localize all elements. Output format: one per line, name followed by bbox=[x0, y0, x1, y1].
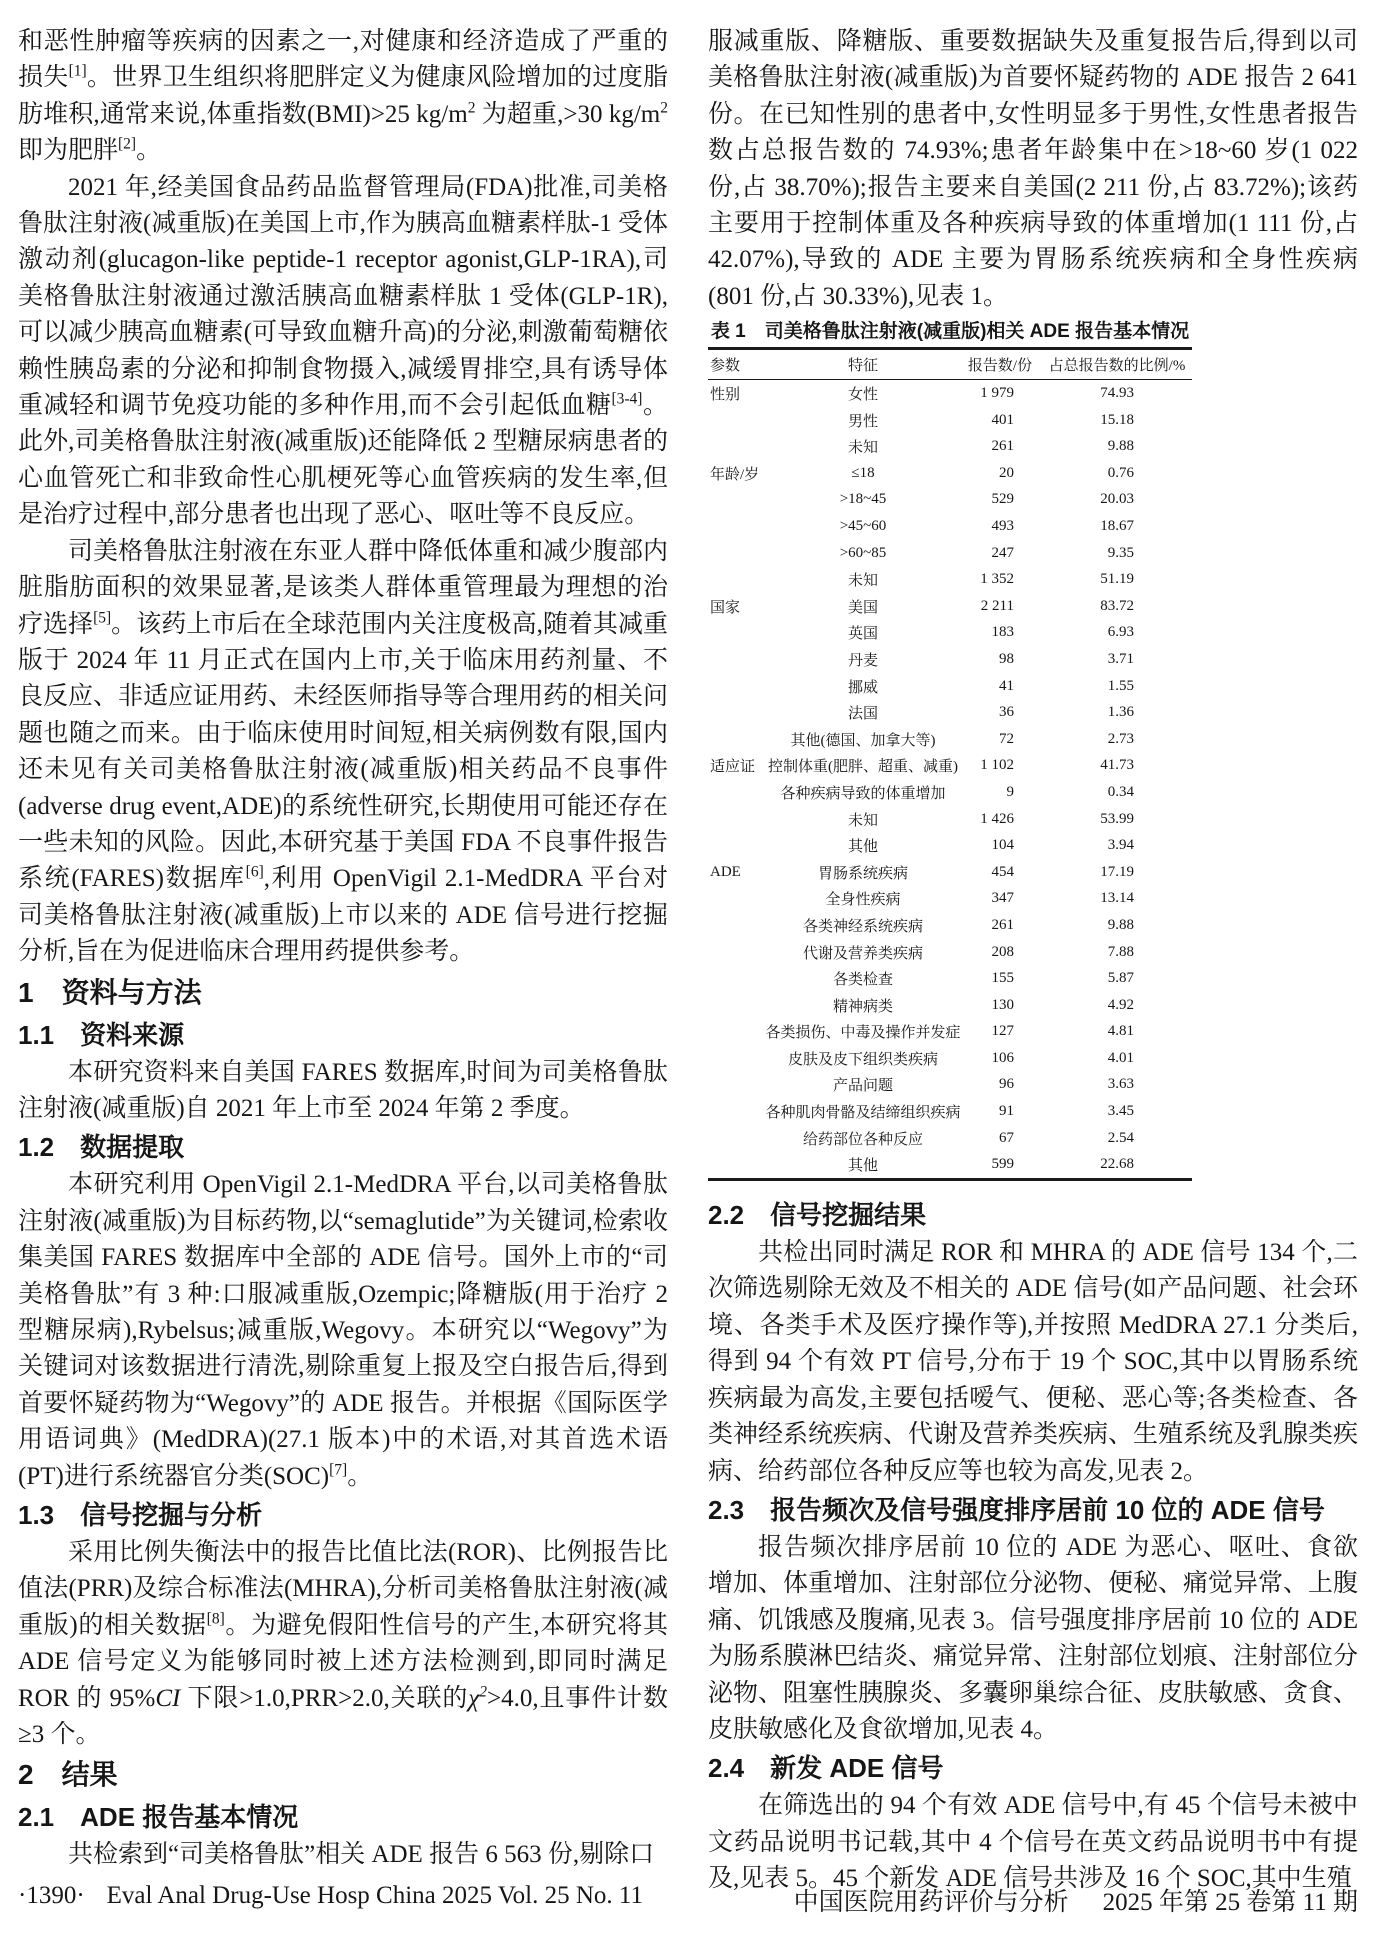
table-cell: 1 979 bbox=[980, 385, 1014, 402]
table-cell: 127 bbox=[991, 1023, 1014, 1040]
table-cell: 3.63 bbox=[1107, 1076, 1134, 1093]
table-grid bbox=[708, 347, 1192, 1181]
table-row bbox=[708, 859, 1192, 886]
text-segment: 2021 年,经美国食品药品监督管理局(FDA)批准,司美格鲁肽注射液(减重版)在美国上市,作为胰高血糖素样肽-1 受体激动剂(glucagon-like peptide-1 receptor agonist,GLP-1RA),司美格鲁肽注射液通过激活胰高血糖素样肽 1 受体(GLP-1R),可以减少胰高血糖素(可导致血糖升高)的分泌,刺激葡萄糖依赖性胰岛素的分泌和抑制食物摄入,减缓胃排空,具有诱导体重减轻和调节免疫功能的多种作用,而不会引起低血糖 bbox=[18, 173, 668, 420]
table-cell: 1.55 bbox=[1107, 677, 1134, 694]
table-row bbox=[708, 886, 1192, 913]
table-cell: 未知 bbox=[847, 573, 878, 590]
table-cell: 2.73 bbox=[1107, 730, 1134, 747]
table-cell: 9.35 bbox=[1107, 544, 1134, 561]
reference-superscript: [2] bbox=[118, 135, 137, 153]
table-cell: 2.54 bbox=[1107, 1129, 1134, 1146]
table-cell: 全身性疾病 bbox=[825, 892, 901, 909]
subsection-heading: 2.3 报告频次及信号强度排序居前 10 位的 ADE 信号 bbox=[708, 1494, 1325, 1525]
text-segment: 为超重,>30 kg/m bbox=[475, 100, 661, 128]
table-cell: 未知 bbox=[847, 812, 878, 829]
table-cell: 其他(德国、加拿大等) bbox=[790, 732, 936, 749]
table-cell: 法国 bbox=[847, 706, 878, 723]
table-header-cell: 占总报告数的比例/% bbox=[1048, 358, 1186, 375]
text-segment: 采用比例失衡法中的报告比值比法(ROR)、比例报告比值法(PRR)及综合标准法(MHRA),分析司美格鲁肽注射液(减重版)的相关数据 bbox=[18, 1539, 668, 1639]
left-column bbox=[18, 24, 668, 1874]
table-row bbox=[708, 699, 1192, 726]
table-cell: 年龄/岁 bbox=[710, 466, 760, 483]
table-cell: 130 bbox=[991, 996, 1014, 1013]
table-cell: 104 bbox=[991, 837, 1014, 854]
table-row bbox=[708, 806, 1192, 833]
subsection-heading: 1.3 信号挖掘与分析 bbox=[18, 1500, 263, 1531]
table-row bbox=[708, 779, 1192, 806]
table-row bbox=[708, 832, 1192, 859]
table-cell: 183 bbox=[991, 624, 1014, 641]
table-cell: 代谢及营养类疾病 bbox=[802, 945, 923, 962]
table-row bbox=[708, 673, 1192, 700]
text-segment: CI bbox=[155, 1684, 181, 1712]
paragraph bbox=[18, 1837, 668, 1873]
table-cell: 247 bbox=[991, 544, 1014, 561]
table-cell: >45~60 bbox=[839, 518, 887, 535]
table-cell: 产品问题 bbox=[832, 1078, 893, 1095]
section-heading: 1 资料与方法 bbox=[18, 976, 202, 1008]
table-row bbox=[708, 646, 1192, 673]
subsection-heading: 1.2 数据提取 bbox=[18, 1132, 185, 1163]
text-segment: 下限>1.0,PRR>2.0,关联的 bbox=[180, 1684, 469, 1712]
table-row bbox=[708, 1125, 1192, 1152]
reference-superscript: 2 bbox=[660, 99, 668, 117]
table-cell: ≤18 bbox=[851, 464, 875, 481]
text-segment: 本研究利用 OpenVigil 2.1-MedDRA 平台,以司美格鲁肽注射液(减重版)为目标药物,以“semaglutide”为关键词,检索收集美国 FARES 数据库中全部的 ADE 信号。国外上市的“司美格鲁肽”有 3 种:口服减重版,Ozempic;降糖版(用于治疗 2 型糖尿病),Rybelsus;减重版,Wegovy。本研究以“Wegovy”为关键词对该数据进行清洗,剔除重复上报及空白报告后,得到首要怀疑药物为“Wegovy”的 ADE 报告。并根据《国际医学用语词典》(MedDRA)(27.1 版本)中的术语,对其首选术语(PT)进行系统器官分类(SOC) bbox=[18, 1171, 668, 1490]
table-cell: 各种肌肉骨骼及结缔组织疾病 bbox=[765, 1105, 961, 1122]
journal-issue: 2025 年第 25 卷第 11 期 bbox=[1102, 1889, 1358, 1916]
table-cell: 各类神经系统疾病 bbox=[802, 918, 923, 935]
table-cell: 347 bbox=[991, 890, 1014, 907]
table-cell: 9 bbox=[1006, 783, 1014, 800]
text-segment: 即为肥胖 bbox=[18, 137, 119, 165]
table-cell: 72 bbox=[999, 730, 1014, 747]
text-segment: 。世界卫生组织将肥胖定义为健康风险增加的过度脂肪堆积,通常来说,体重指数(BMI)>25 kg/m bbox=[18, 64, 668, 128]
table-cell: 精神病类 bbox=[832, 998, 893, 1015]
table-row bbox=[708, 939, 1192, 966]
table-cell: 各类检查 bbox=[832, 972, 893, 989]
table-cell: 美国 bbox=[847, 599, 878, 616]
table-cell: 1 426 bbox=[980, 810, 1014, 827]
table-row bbox=[708, 1072, 1192, 1099]
table-cell: 胃肠系统疾病 bbox=[817, 865, 908, 882]
paragraph bbox=[18, 1055, 668, 1128]
table-cell: 91 bbox=[999, 1103, 1014, 1120]
table-cell: 丹麦 bbox=[847, 652, 878, 669]
reference-superscript: [5] bbox=[93, 609, 112, 627]
table-header-row bbox=[708, 350, 1192, 380]
table-cell: 41.73 bbox=[1100, 757, 1134, 774]
subsection-heading: 2.4 新发 ADE 信号 bbox=[708, 1753, 944, 1784]
table-cell: 3.71 bbox=[1107, 650, 1134, 667]
table-cell: 493 bbox=[991, 518, 1014, 535]
table-cell: 给药部位各种反应 bbox=[802, 1131, 923, 1148]
table-cell: 1 102 bbox=[980, 757, 1014, 774]
paragraph bbox=[708, 1235, 1358, 1490]
table-cell: 国家 bbox=[710, 599, 741, 616]
table-cell: 各类损伤、中毒及操作并发症 bbox=[765, 1025, 961, 1042]
table-cell: 454 bbox=[991, 863, 1014, 880]
text-segment: ,利用 OpenVigil 2.1-MedDRA 平台对司美格鲁肽注射液(减重版)上市以来的 ADE 信号进行挖掘分析,旨在为促进临床合理用药提供参考。 bbox=[18, 865, 668, 966]
paragraph bbox=[708, 1530, 1358, 1748]
footer-right bbox=[794, 1882, 1358, 1918]
table-row bbox=[708, 726, 1192, 753]
table-cell: 控制体重(肥胖、超重、减重) bbox=[768, 759, 958, 776]
table-row bbox=[708, 540, 1192, 567]
table-cell: 0.34 bbox=[1107, 783, 1134, 800]
table-title: 表 1 司美格鲁肽注射液(减重版)相关 ADE 报告基本情况 bbox=[710, 321, 1190, 343]
reference-superscript: [8] bbox=[206, 1610, 225, 1628]
table-cell: 4.81 bbox=[1107, 1023, 1134, 1040]
reference-superscript: [6] bbox=[245, 864, 264, 882]
table-cell: 3.45 bbox=[1107, 1103, 1134, 1120]
table-cell: 51.19 bbox=[1100, 571, 1134, 588]
table-row bbox=[708, 1019, 1192, 1046]
table-cell: 13.14 bbox=[1100, 890, 1134, 907]
journal-name-en: Eval Anal Drug-Use Hosp China 2025 Vol. 25 No. 11 bbox=[106, 1882, 643, 1909]
text-segment: 报告频次排序居前 10 位的 ADE 为恶心、呕吐、食欲增加、体重增加、注射部位分泌物、便秘、痛觉异常、上腹痛、饥饿感及腹痛,见表 3。信号强度排序居前 10 位的 ADE 为肠系膜淋巴结炎、痛觉异常、注射部位划痕、注射部位分泌物、阻塞性胰腺炎、多囊卵巢综合征、皮肤敏感、贪食、皮肤敏感化及食欲增加,见表 4。 bbox=[708, 1533, 1359, 1743]
table-row bbox=[708, 992, 1192, 1019]
table-cell: 261 bbox=[991, 916, 1014, 933]
reference-superscript: 2 bbox=[479, 1683, 487, 1701]
table-cell: 其他 bbox=[847, 839, 878, 856]
section-heading: 2 结果 bbox=[18, 1759, 118, 1791]
text-segment: 服减重版、降糖版、重要数据缺失及重复报告后,得到以司美格鲁肽注射液(减重版)为首要怀疑药物的 ADE 报告 2 641 份。在已知性别的患者中,女性明显多于男性,女性患者报告数占总报告数的 74.93%;患者年龄集中在>18~60 岁(1 022 份,占 38.70%);报告主要来自美国(2 211 份,占 83.72%);该药主要用于控制体重及各种疾病导致的体重增加(1 111 份,占 42.07%),导致的 ADE 主要为胃肠系统疾病和全身性疾病(801 份,占 30.33%),见表 1。 bbox=[708, 28, 1358, 310]
data-table bbox=[708, 319, 1192, 1181]
table-cell: 20 bbox=[999, 464, 1014, 481]
reference-superscript: [3-4] bbox=[611, 390, 643, 408]
table-cell: 性别 bbox=[710, 387, 741, 404]
table-cell: 41 bbox=[999, 677, 1014, 694]
text-segment: 司美格鲁肽注射液在东亚人群中降低体重和减少腹部内脏脂肪面积的效果显著,是该类人群体重管理最为理想的治疗选择 bbox=[18, 537, 669, 638]
paragraph bbox=[18, 1167, 668, 1495]
table-row bbox=[708, 407, 1192, 434]
text-segment: 本研究资料来自美国 FARES 数据库,时间为司美格鲁肽注射液(减重版)自 2021 年上市至 2024 年第 2 季度。 bbox=[18, 1058, 668, 1122]
paragraph bbox=[18, 1535, 668, 1753]
table-cell: 4.92 bbox=[1107, 996, 1134, 1013]
reference-superscript: [7] bbox=[329, 1461, 348, 1479]
table-cell: 各种疾病导致的体重增加 bbox=[780, 785, 946, 802]
table-row bbox=[708, 620, 1192, 647]
reference-superscript: 2 bbox=[467, 99, 476, 117]
table-cell: 女性 bbox=[847, 387, 878, 404]
text-segment: 和恶性肿瘤等疾病的因素之一,对健康和经济造成了严重的损失 bbox=[18, 28, 668, 92]
text-segment: 。此外,司美格鲁肽注射液(减重版)还能降低 2 型糖尿病患者的心血管死亡和非致命性心肌梗死等心血管疾病的发生率,但是治疗过程中,部分患者也出现了恶心、呕吐等不良反应。 bbox=[18, 392, 668, 529]
text-segment: 。该药上市后在全球范围内关注度极高,随着其减重版于 2024 年 11 月正式在国内上市,关于临床用药剂量、不良反应、非适应证用药、未经医师指导等合理用药的相关问题也随之而来。由于临床使用时间短,相关病例数有限,国内还未见有关司美格鲁肽注射液(减重版)相关药品不良事件(adverse drug event,ADE)的系统性研究,长期使用可能还存在一些未知的风险。因此,本研究基于美国 FDA 不良事件报告系统(FARES)数据库 bbox=[18, 610, 669, 893]
table-cell: 106 bbox=[991, 1049, 1014, 1066]
table-cell: 36 bbox=[999, 704, 1014, 721]
table-row bbox=[708, 460, 1192, 487]
table-row bbox=[708, 593, 1192, 620]
table-cell: 1.36 bbox=[1107, 704, 1134, 721]
table-row bbox=[708, 1151, 1192, 1178]
page-number: ·1390· bbox=[18, 1882, 85, 1909]
table-cell: 挪威 bbox=[847, 679, 878, 696]
table-row bbox=[708, 1045, 1192, 1072]
table-cell: 599 bbox=[991, 1156, 1014, 1173]
table-row bbox=[708, 965, 1192, 992]
table-cell: >18~45 bbox=[839, 491, 887, 508]
table-cell: 未知 bbox=[847, 440, 878, 457]
reference-superscript: [1] bbox=[68, 63, 87, 81]
table-cell: 皮肤及皮下组织类疾病 bbox=[788, 1051, 939, 1068]
paragraph bbox=[18, 534, 668, 971]
table-cell: 53.99 bbox=[1100, 810, 1134, 827]
table-cell: 98 bbox=[999, 650, 1014, 667]
table-cell: 15.18 bbox=[1100, 411, 1134, 428]
table-cell: 3.94 bbox=[1107, 837, 1134, 854]
table-cell: 96 bbox=[999, 1076, 1014, 1093]
table-row bbox=[708, 433, 1192, 460]
paragraph bbox=[18, 170, 668, 534]
table-cell: 男性 bbox=[847, 413, 878, 430]
table-cell: 155 bbox=[991, 970, 1014, 987]
table-cell: 5.87 bbox=[1107, 970, 1134, 987]
table-row bbox=[708, 753, 1192, 780]
table-cell: 67 bbox=[999, 1129, 1014, 1146]
text-segment: 在筛选出的 94 个有效 ADE 信号中,有 45 个信号未被中文药品说明书记载,其中 4 个信号在英文药品说明书中有提及,见表 5。45 个新发 ADE 信号共涉及 16 个 SOC,其中生殖 bbox=[708, 1792, 1358, 1893]
table-cell: ADE bbox=[710, 863, 741, 880]
table-cell: 9.88 bbox=[1107, 438, 1134, 455]
journal-name-cn: 中国医院用药评价与分析 bbox=[793, 1889, 1069, 1916]
text-segment: χ bbox=[468, 1684, 480, 1712]
text-segment: 共检出同时满足 ROR 和 MHRA 的 ADE 信号 134 个,二次筛选剔除无效及不相关的 ADE 信号(如产品问题、社会环境、各类手术及医疗操作等),并按照 MedDRA 27.1 分类后,得到 94 个有效 PT 信号,分布于 19 个 SOC,其中以胃肠系统疾病最为高发,主要包括嗳气、便秘、恶心等;各类检查、各类神经系统疾病、代谢及营养类疾病、生殖系统及乳腺类疾病、给药部位各种反应等也较为高发,见表 2。 bbox=[708, 1239, 1359, 1485]
table-cell: 83.72 bbox=[1100, 597, 1134, 614]
table-cell: 22.68 bbox=[1100, 1156, 1134, 1173]
table-cell: 7.88 bbox=[1107, 943, 1134, 960]
subsection-heading: 2.2 信号挖掘结果 bbox=[708, 1200, 927, 1231]
table-cell: 261 bbox=[991, 438, 1014, 455]
table-cell: 17.19 bbox=[1100, 863, 1134, 880]
text-segment: 。为避免假阳性信号的产生,本研究将其 ADE 信号定义为能够同时被上述方法检测到,即同时满足 ROR 的 95% bbox=[18, 1611, 668, 1712]
table-cell: 0.76 bbox=[1107, 464, 1134, 481]
table-cell: 20.03 bbox=[1100, 491, 1134, 508]
table-cell: 1 352 bbox=[980, 571, 1014, 588]
table-cell: 208 bbox=[991, 943, 1014, 960]
right-column bbox=[708, 24, 1358, 1898]
table-header-cell: 参数 bbox=[710, 358, 741, 375]
paragraph bbox=[708, 24, 1358, 315]
paragraph bbox=[18, 24, 668, 170]
table-cell: 其他 bbox=[847, 1158, 878, 1175]
table-cell: 74.93 bbox=[1100, 385, 1134, 402]
table-cell: 6.93 bbox=[1107, 624, 1134, 641]
text-segment: 。 bbox=[136, 137, 162, 165]
table-row bbox=[708, 513, 1192, 540]
table-header-cell: 特征 bbox=[847, 358, 878, 375]
table-row bbox=[708, 912, 1192, 939]
table-header-cell: 报告数/份 bbox=[967, 358, 1033, 375]
table-row bbox=[708, 566, 1192, 593]
table-cell: 4.01 bbox=[1107, 1049, 1134, 1066]
subsection-heading: 1.1 资料来源 bbox=[18, 1019, 185, 1050]
table-cell: 英国 bbox=[847, 626, 878, 643]
table-row bbox=[708, 380, 1192, 407]
text-segment: 共检索到“司美格鲁肽”相关 ADE 报告 6 563 份,剔除口 bbox=[68, 1841, 655, 1869]
table-cell: 401 bbox=[991, 411, 1014, 428]
text-segment: >4.0,且事件计数≥3 个。 bbox=[18, 1684, 669, 1749]
table-cell: 2 211 bbox=[980, 597, 1014, 614]
table-row bbox=[708, 487, 1192, 514]
table-cell: 9.88 bbox=[1107, 916, 1134, 933]
table-cell: 18.67 bbox=[1100, 518, 1134, 535]
table-cell: 529 bbox=[991, 491, 1014, 508]
table-row bbox=[708, 1098, 1192, 1125]
footer-left bbox=[18, 1882, 643, 1910]
table-cell: >60~85 bbox=[839, 544, 887, 561]
table-cell: 适应证 bbox=[710, 759, 756, 776]
text-segment: 。 bbox=[347, 1462, 373, 1490]
subsection-heading: 2.1 ADE 报告基本情况 bbox=[18, 1802, 299, 1833]
